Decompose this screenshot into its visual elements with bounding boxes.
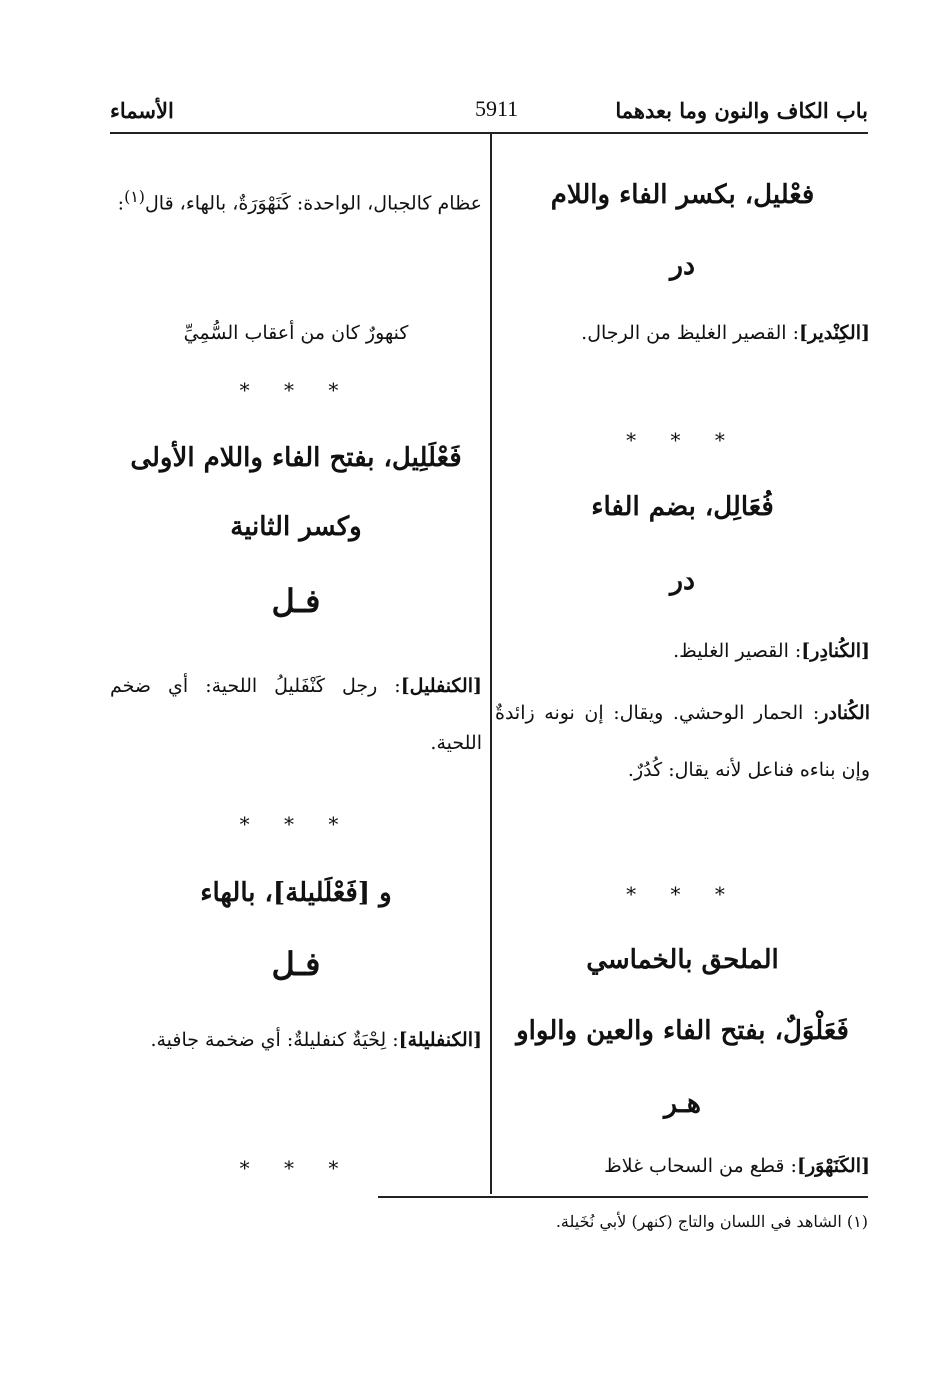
entry-keyword: [الكَنَهْوَر] bbox=[796, 1155, 870, 1177]
entry-kanahwar bbox=[495, 1155, 870, 1177]
root-heading: هـر bbox=[663, 1088, 702, 1119]
entry-kanfalil bbox=[110, 658, 482, 772]
section-heading: الملحق بالخماسي bbox=[586, 945, 779, 975]
section-title: الأسماء bbox=[110, 98, 174, 123]
root-heading: فـل bbox=[271, 582, 321, 620]
section-separator: * * * bbox=[626, 428, 739, 452]
entry-keyword: [الكِنْدير] bbox=[798, 322, 870, 344]
entry-keyword: [الكنفليل] bbox=[400, 675, 482, 697]
entry-definition: : الحمار الوحشي. ويقال: إن نونه زائدةٌ وإن بناءه فناعل لأنه يقال: كُدُرٌ. bbox=[495, 702, 870, 781]
section-separator: * * * bbox=[239, 812, 353, 836]
pattern-heading: فَعَلْوَلٌ، بفتح الفاء والعين والواو bbox=[516, 1016, 849, 1046]
pattern-heading: و [فَعْلَليلة]، بالهاء bbox=[200, 878, 392, 908]
verse-line: كنهورٌ كان من أعقاب السُّمِيِّ bbox=[183, 322, 409, 344]
chapter-title: باب الكاف والنون وما بعدهما bbox=[615, 98, 868, 123]
root-heading: فـل bbox=[271, 945, 321, 983]
footnote-rule bbox=[378, 1196, 868, 1198]
continuation-text: عظام كالجبال، الواحدة: كَنَهْوَرَةٌ، بالهاء، قال bbox=[144, 192, 482, 215]
entry-kunadir-2 bbox=[495, 685, 870, 799]
column-divider bbox=[490, 132, 492, 1194]
continuation-end: : bbox=[117, 192, 125, 215]
pattern-heading-cont: وكسر الثانية bbox=[230, 512, 362, 542]
pattern-heading: فعْليل، بكسر الفاء واللام bbox=[550, 180, 815, 210]
entry-keyword: [الكُنادِر] bbox=[801, 640, 870, 662]
entry-continuation bbox=[110, 168, 482, 232]
root-heading: در bbox=[669, 250, 696, 281]
entry-kanfalila bbox=[110, 1012, 482, 1069]
page-number: 5911 bbox=[475, 96, 519, 121]
entry-definition: : القصير الغليظ من الرجال. bbox=[581, 322, 799, 344]
section-separator: * * * bbox=[239, 378, 353, 402]
footnote-reference: (١) bbox=[124, 187, 145, 206]
entry-definition: : لِحْيَةٌ كنفليلةٌ: أي ضخمة جافية. bbox=[150, 1029, 399, 1051]
entry-kindir bbox=[495, 305, 870, 362]
section-separator: * * * bbox=[626, 882, 739, 906]
pattern-heading: فَعْلَلِيل، بفتح الفاء واللام الأولى bbox=[130, 443, 462, 473]
section-separator: * * * bbox=[239, 1156, 353, 1180]
entry-definition: : القصير الغليظ. bbox=[673, 640, 802, 662]
entry-definition: : قطع من السحاب غلاظ bbox=[604, 1155, 797, 1177]
footnote: (١) الشاهد في اللسان والتاج (كنهر) لأبي نُخَيلة. bbox=[555, 1212, 868, 1231]
root-heading: در bbox=[669, 565, 696, 596]
entry-keyword: الكُنادر bbox=[819, 702, 870, 724]
entry-keyword: [الكنفليلة] bbox=[398, 1029, 482, 1051]
pattern-heading: فُعَالِل، بضم الفاء bbox=[591, 492, 774, 522]
entry-definition: : رجل كَنْفَليلُ اللحية: أي ضخم اللحية. bbox=[110, 675, 482, 754]
entry-kunadir bbox=[495, 640, 870, 662]
page-header bbox=[110, 92, 868, 134]
